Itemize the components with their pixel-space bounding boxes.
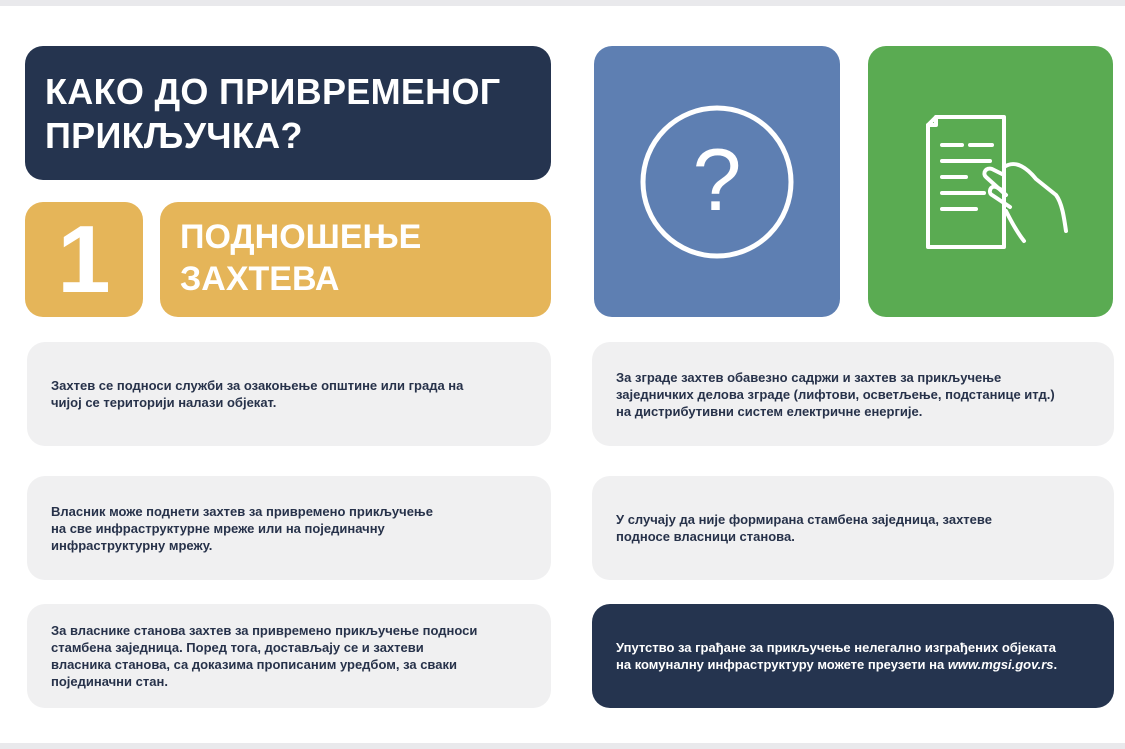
question-panel [594, 46, 840, 317]
info-text: За власнике станова захтев за привремено прикључење подноси стамбена заједница. Поред тога, достављају се и захтеви власника станова, са доказима прописаним уредбом, за сваки појединачни стан. [51, 623, 478, 689]
document-panel [868, 46, 1113, 317]
info-box-buildings [592, 342, 1114, 446]
page-title: КАКО ДО ПРИВРЕМЕНОГ ПРИКЉУЧКА? [45, 71, 501, 156]
step-title: ПОДНОШЕЊЕ ЗАХТЕВА [180, 218, 422, 298]
svg-text:?: ? [692, 129, 742, 229]
instructions-end: . [1053, 657, 1058, 672]
step-title-panel [160, 202, 551, 317]
step-number-panel [25, 202, 143, 317]
info-box-community [592, 476, 1114, 580]
instructions-text: Упутство за грађане за прикључење нелегално изграђених објеката на комуналну инфраструктуру можете преузети на [616, 640, 1056, 672]
step-number: 1 [57, 205, 111, 313]
info-text: Власник може поднети захтев за привремено прикључење на све инфраструктурне мреже или на појединачну инфраструктурну мрежу. [51, 503, 433, 553]
info-box-submission [27, 342, 551, 446]
info-text [616, 639, 1057, 673]
info-box-instructions [592, 604, 1114, 708]
document-hand-icon [906, 107, 1076, 257]
infographic-page [0, 6, 1125, 743]
info-text: У случају да није формирана стамбена заједница, захтеве подносе власници станова. [616, 512, 992, 544]
info-box-owner [27, 476, 551, 580]
info-box-apartments [27, 604, 551, 708]
website-link[interactable]: www.mgsi.gov.rs [947, 657, 1054, 672]
question-circle-icon [637, 102, 797, 262]
info-text: За зграде захтев обавезно садржи и захтев за прикључење заједничких делова зграде (лифтови, осветљење, подстанице итд.) на дистрибутивни систем електричне енергије. [616, 369, 1055, 419]
title-panel [25, 46, 551, 180]
info-text: Захтев се подноси служби за озакоњење општине или града на чијој се територији налази објекат. [51, 378, 464, 410]
